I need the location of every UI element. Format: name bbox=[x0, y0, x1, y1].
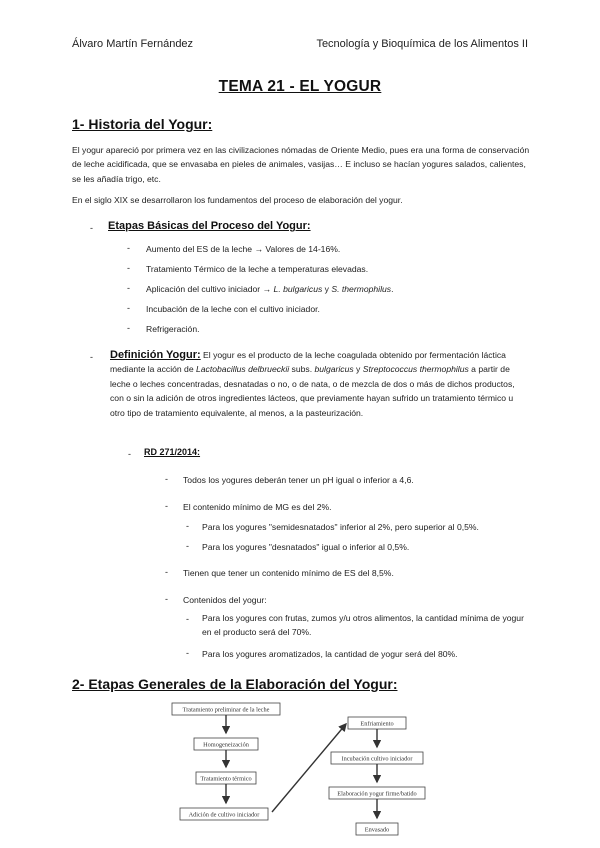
rd-sub-semidesnatados: Para los yogures "semidesnatados" inferior al 2%, pero superior al 0,5%. bbox=[202, 522, 479, 532]
list-dash: - bbox=[128, 449, 131, 459]
etapas-heading: Etapas Básicas del Proceso del Yogur: bbox=[108, 220, 311, 232]
etapa-item-2: Tratamiento Térmico de la leche a temperaturas elevadas. bbox=[146, 264, 369, 274]
rd-sub-desnatados: Para los yogures "desnatados" igual o inferior al 0,5%. bbox=[202, 542, 410, 552]
flow-step-label: Elaboración yogur firme/batido bbox=[337, 790, 417, 798]
flow-step-label: Homogeneización bbox=[203, 741, 249, 749]
etapa-item-4: Incubación de la leche con el cultivo iniciador. bbox=[146, 304, 320, 314]
page-title: TEMA 21 - EL YOGUR bbox=[218, 78, 382, 95]
rd-item-es: Tienen que tener un contenido mínimo de ES del 8,5%. bbox=[183, 568, 394, 578]
list-bullet: - bbox=[186, 614, 189, 624]
definicion-paragraph: Definición Yogur: El yogur es el producto de la leche coagulada obtenido por fermentación láctica mediante la acción de Lactobacillus delbrueckii subs. bulgaricus y Streptococcus thermophilus a partir de leche o leches concentradas, desnatadas o no, o de nata, o de mezcla de dos o más de dichos productos, con o sin la adición de otros ingredientes lácteos, que previamente hayan sufrido un tratamiento térmico u otro tipo de tratamiento equivalente, al menos, a la pasteurización. bbox=[110, 349, 515, 418]
header-subject: Tecnología y Bioquímica de los Alimentos II bbox=[316, 38, 528, 50]
flow-step-label: Envasado bbox=[364, 826, 390, 834]
flow-step-label: Incubación cultivo iniciador bbox=[341, 755, 413, 763]
flow-step-label: Adición de cultivo iniciador bbox=[188, 811, 260, 819]
rd-item-contenidos: Contenidos del yogur: bbox=[183, 595, 267, 605]
list-bullet: - bbox=[186, 541, 189, 551]
header-author: Álvaro Martín Fernández bbox=[72, 38, 194, 50]
rd-sub-aromatizados: Para los yogures aromatizados, la cantidad de yogur será del 80%. bbox=[202, 649, 458, 659]
list-bullet: - bbox=[127, 243, 130, 253]
list-bullet: - bbox=[127, 323, 130, 333]
historia-paragraph-1: El yogur apareció por primera vez en las civilizaciones nómadas de Oriente Medio, pues era una forma de conservación de leche acidificada, que se envasaba en pieles de animales, vasijas… E incluso se hacían yogures salados, calientes, se les añadía trigo, etc. bbox=[72, 145, 530, 184]
definicion-heading: Definición Yogur: bbox=[110, 349, 201, 361]
list-bullet: - bbox=[165, 474, 168, 484]
rd-item-ph: Todos los yogures deberán tener un pH igual o inferior a 4,6. bbox=[183, 475, 414, 485]
flow-step-label: Tratamiento térmico bbox=[200, 775, 252, 783]
species-name: L. bulgaricus bbox=[273, 284, 323, 294]
list-bullet: - bbox=[127, 303, 130, 313]
list-bullet: - bbox=[165, 594, 168, 604]
rd-item-mg: El contenido mínimo de MG es del 2%. bbox=[183, 502, 332, 512]
section-heading-etapas-generales: 2- Etapas Generales de la Elaboración del Yogur: bbox=[72, 676, 398, 692]
section-heading-historia: 1- Historia del Yogur: bbox=[72, 116, 213, 132]
historia-paragraph-2: En el siglo XIX se desarrollaron los fundamentos del proceso de elaboración del yogur. bbox=[72, 195, 403, 205]
list-bullet: - bbox=[186, 648, 189, 658]
list-dash: - bbox=[90, 223, 93, 233]
list-bullet: - bbox=[127, 263, 130, 273]
etapa-item-3: Aplicación del cultivo iniciador → L. bulgaricus y S. thermophilus. bbox=[146, 284, 394, 294]
etapa-item-5: Refrigeración. bbox=[146, 324, 200, 334]
etapa-item-1: Aumento del ES de la leche → Valores de 14-16%. bbox=[146, 244, 341, 254]
list-bullet: - bbox=[127, 283, 130, 293]
rd-sub-frutas: Para los yogures con frutas, zumos y/u otros alimentos, la cantidad mínima de yogur en el producto será del 70%. bbox=[202, 613, 524, 638]
species-name: S. thermophilus bbox=[331, 284, 392, 294]
list-dash: - bbox=[90, 352, 93, 362]
list-bullet: - bbox=[165, 501, 168, 511]
rd-heading: RD 271/2014: bbox=[144, 447, 201, 457]
flow-step-label: Tratamiento preliminar de la leche bbox=[182, 706, 270, 714]
flow-step-label: Enfriamiento bbox=[360, 720, 394, 728]
list-bullet: - bbox=[165, 567, 168, 577]
list-bullet: - bbox=[186, 521, 189, 531]
